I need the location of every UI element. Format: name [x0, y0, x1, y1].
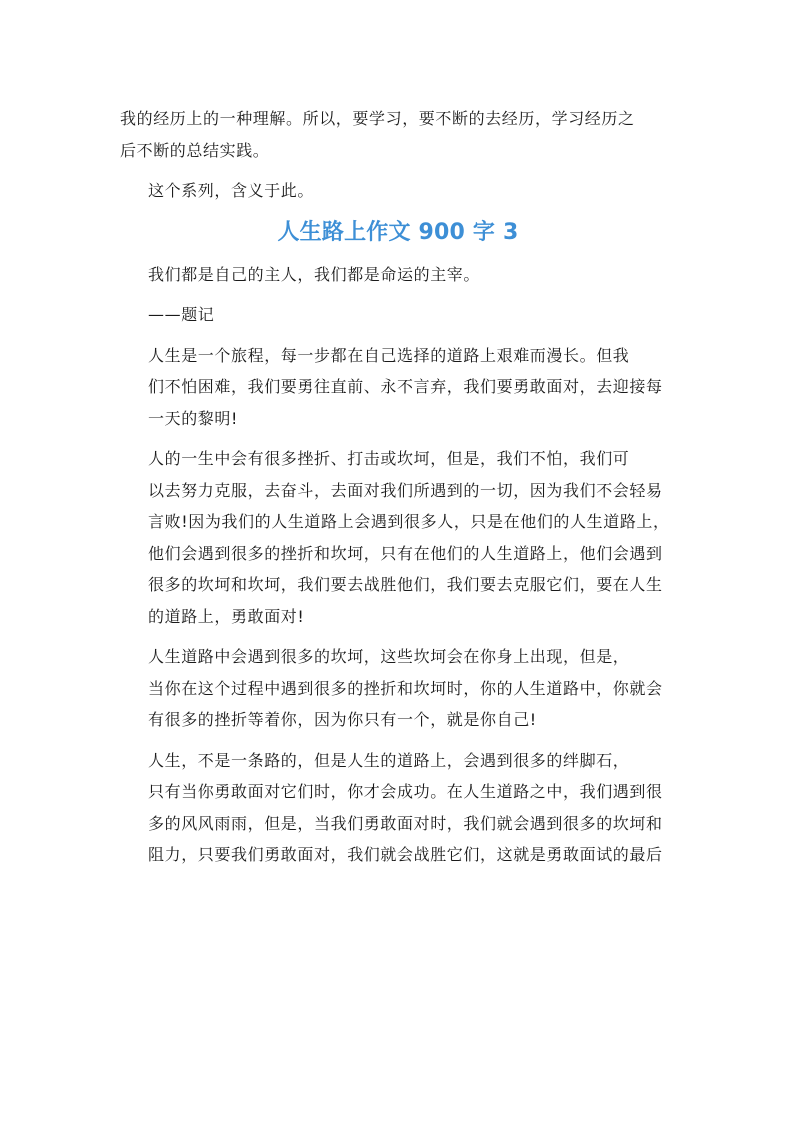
text-line: 后不断的总结实践。: [120, 140, 270, 160]
text-line: 多的风风雨雨，但是，当我们勇敢面对时，我们就会遇到很多的坎坷和: [148, 813, 663, 833]
text-line: 们不怕困难，我们要勇往直前、永不言弃，我们要勇敢面对，去迎接每: [148, 377, 663, 396]
text-line: 一天的黎明!: [148, 408, 239, 428]
text-line: 人生是一个旅程，每一步都在自己选择的道路上艰难而漫长。但我: [148, 345, 630, 365]
text-line: 我们都是自己的主人，我们都是命运的主宰。: [148, 264, 481, 284]
paragraph-series-meaning: [120, 175, 676, 207]
text-line: 这个系列，含义于此。: [148, 181, 315, 200]
paragraph-continued: [120, 103, 676, 166]
essay-title: 人生路上作文 900 字 3: [277, 219, 519, 245]
document-body: [120, 103, 676, 871]
text-line: 以去努力克服，去奋斗，去面对我们所遇到的一切，因为我们不会轻易: [148, 480, 663, 500]
text-line: 人生道路中会遇到很多的坎坷，这些坎坷会在你身上出现，但是，: [148, 647, 630, 666]
text-line: 很多的坎坷和坎坷，我们要去战胜他们，我们要去克服它们，要在人生: [148, 575, 663, 594]
text-line: 当你在这个过程中遇到很多的挫折和坎坷时，你的人生道路中，你就会: [148, 678, 663, 698]
paragraph-journey: [120, 340, 676, 435]
paragraph-setbacks: [120, 443, 676, 632]
text-line: 人的一生中会有很多挫折、打击或坎坷，但是，我们不怕，我们可: [148, 449, 630, 468]
text-line: 只有当你勇敢面对它们时，你才会成功。在人生道路之中，我们遇到很: [148, 782, 663, 801]
text-line: 的道路上，勇敢面对!: [148, 606, 305, 626]
text-line: 阻力，只要我们勇敢面对，我们就会战胜它们，这就是勇敢面试的最后: [148, 845, 663, 864]
text-line: ——题记: [148, 305, 215, 324]
text-line: 有很多的挫折等着你，因为你只有一个，就是你自己!: [148, 710, 537, 729]
paragraph-hardships: [120, 641, 676, 736]
paragraph-epigraph-source: [120, 299, 676, 331]
paragraph-epigraph: [120, 259, 676, 291]
text-line: 他们会遇到很多的挫折和坎坷，只有在他们的人生道路上，他们会遇到: [148, 543, 663, 563]
text-line: 人生，不是一条路的，但是人生的道路上，会遇到很多的绊脚石，: [148, 750, 630, 770]
text-line: 言败!因为我们的人生道路上会遇到很多人，只是在他们的人生道路上，: [148, 512, 670, 531]
text-line: 我的经历上的一种理解。所以，要学习，要不断的去经历，学习经历之: [120, 109, 635, 128]
paragraph-stumbling-blocks: [120, 745, 676, 871]
